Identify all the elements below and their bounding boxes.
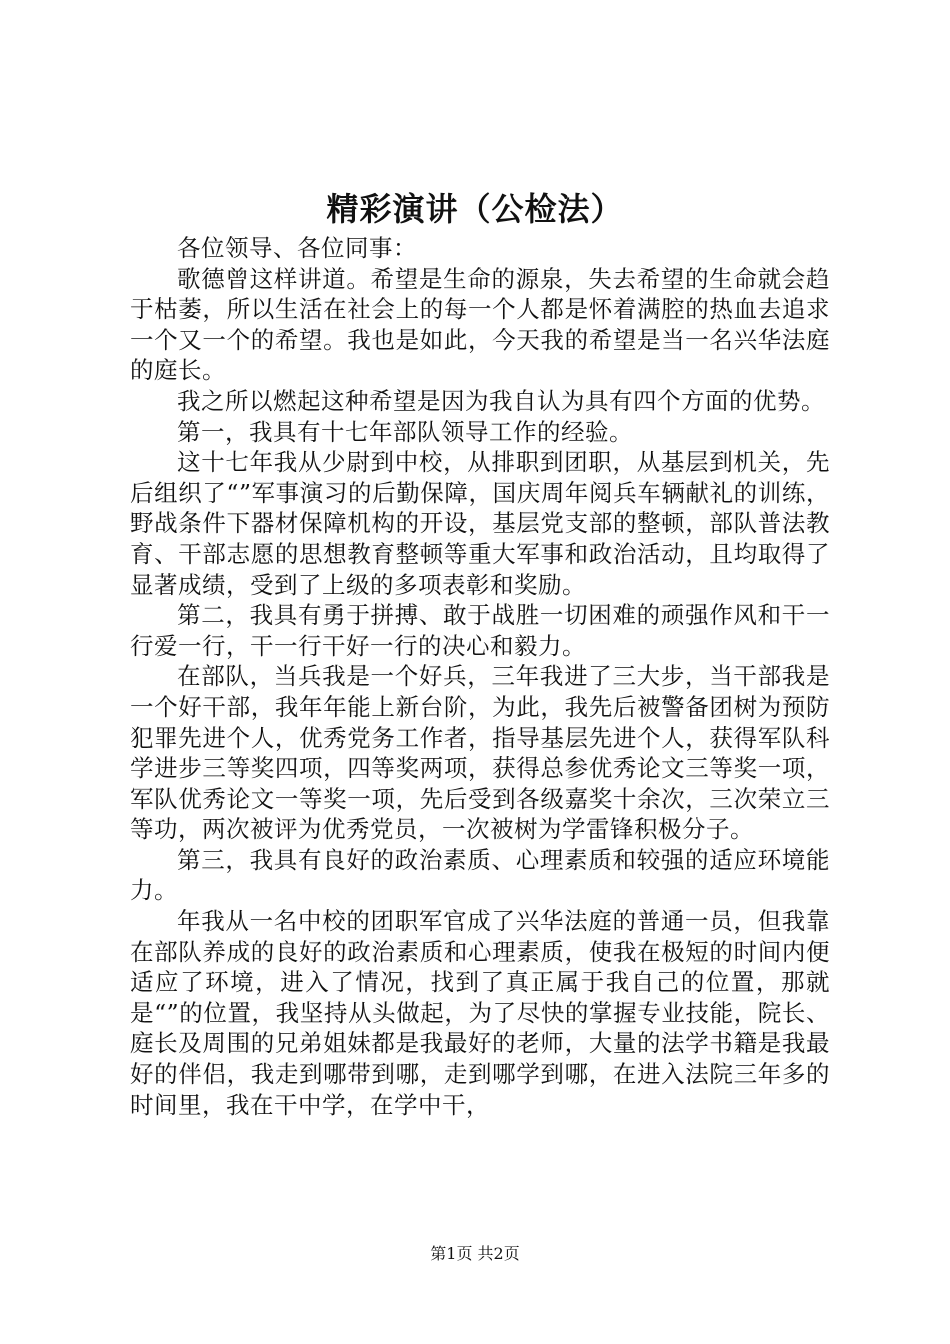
paragraph-second-point: 第二，我具有勇于拼搏、敢于战胜一切困难的顽强作风和干一行爱一行，干一行干好一行的决心和毅力。 — [130, 601, 830, 660]
paragraph-first-point: 第一，我具有十七年部队领导工作的经验。 — [177, 417, 633, 446]
page-footer: 第1页 共2页 — [430, 1244, 520, 1263]
paragraph-first-detail: 这十七年我从少尉到中校，从排职到团职，从基层到机关，先后组织了“”军事演习的后勤保障，国庆周年阅兵车辆献礼的训练，野战条件下器材保障机构的开设，基层党支部的整顿，部队普法教育、干部志愿的思想教育整顿等重大军事和政治活动，且均取得了显著成绩，受到了上级的多项表彰和奖励。 — [130, 448, 830, 599]
document-body — [130, 233, 830, 1120]
paragraph-advantages: 我之所以燃起这种希望是因为我自认为具有四个方面的优势。 — [177, 386, 825, 415]
paragraph-greeting: 各位领导、各位同事： — [177, 234, 417, 262]
document-title: 精彩演讲（公检法） — [326, 190, 624, 228]
paragraph-third-detail: 年我从一名中校的团职军官成了兴华法庭的普通一员，但我靠在部队养成的良好的政治素质和心理素质，使我在极短的时间内便适应了环境，进入了情况，找到了真正属于我自己的位置，那就是“”的位置，我坚持从头做起，为了尽快的掌握专业技能，院长、庭长及周围的兄弟姐妹都是我最好的老师，大量的法学书籍是我最好的伴侣，我走到哪带到哪，走到哪学到哪，在进入法院三年多的时间里，我在干中学，在学中干， — [130, 907, 830, 1119]
paragraph-third-point: 第三，我具有良好的政治素质、心理素质和较强的适应环境能力。 — [130, 845, 830, 905]
paragraph-intro: 歌德曾这样讲道。希望是生命的源泉，失去希望的生命就会趋于枯萎，所以生活在社会上的每一个人都是怀着满腔的热血去追求一个又一个的希望。我也是如此，今天我的希望是当一名兴华法庭的庭长。 — [130, 264, 830, 385]
paragraph-second-detail: 在部队，当兵我是一个好兵，三年我进了三大步，当干部我是一个好干部，我年年能上新台阶，为此，我先后被警备团树为预防犯罪先进个人，优秀党务工作者，指导基层先进个人，获得军队科学进步三等奖四项，四等奖两项，获得总参优秀论文三等奖一项，军队优秀论文一等奖一项，先后受到各级嘉奖十余次，三次荣立三等功，两次被评为优秀党员，一次被树为学雷锋积极分子。 — [130, 662, 830, 844]
